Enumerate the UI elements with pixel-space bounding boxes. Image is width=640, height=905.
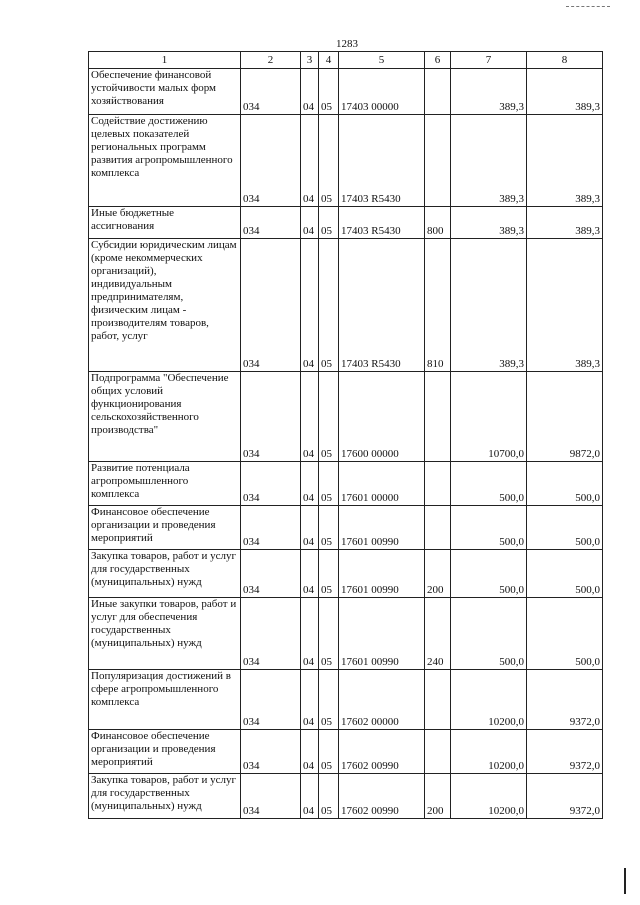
cell-section: 04 bbox=[301, 372, 319, 462]
header-col-7: 7 bbox=[451, 52, 527, 69]
scan-edge-mark bbox=[624, 868, 626, 894]
cell-target-article: 17602 00000 bbox=[339, 670, 425, 730]
cell-amount-col7: 500,0 bbox=[451, 462, 527, 506]
cell-section: 04 bbox=[301, 239, 319, 372]
header-col-4: 4 bbox=[319, 52, 339, 69]
header-col-3: 3 bbox=[301, 52, 319, 69]
cell-amount-col8: 500,0 bbox=[527, 506, 603, 550]
table-row bbox=[89, 239, 603, 372]
row-name: Субсидии юридическим лицам (кроме некоммерческих организаций), индивидуальным предпринимателям, физическим лицам - производителям товаров, работ, услуг bbox=[89, 239, 241, 372]
cell-target-article: 17601 00000 bbox=[339, 462, 425, 506]
cell-subsection: 05 bbox=[319, 207, 339, 239]
cell-target-article: 17601 00990 bbox=[339, 506, 425, 550]
header-col-1: 1 bbox=[89, 52, 241, 69]
cell-expense-type bbox=[425, 115, 451, 207]
cell-expense-type: 240 bbox=[425, 598, 451, 670]
cell-subsection: 05 bbox=[319, 598, 339, 670]
cell-amount-col7: 389,3 bbox=[451, 69, 527, 115]
cell-amount-col7: 10200,0 bbox=[451, 670, 527, 730]
header-col-5: 5 bbox=[339, 52, 425, 69]
cell-subsection: 05 bbox=[319, 730, 339, 774]
row-name: Подпрограмма "Обеспечение общих условий функционирования сельскохозяйственного производства" bbox=[89, 372, 241, 462]
cell-admin-code: 034 bbox=[241, 670, 301, 730]
cell-admin-code: 034 bbox=[241, 550, 301, 598]
corner-dash-mark bbox=[566, 6, 610, 7]
cell-subsection: 05 bbox=[319, 670, 339, 730]
cell-amount-col8: 500,0 bbox=[527, 550, 603, 598]
cell-amount-col8: 389,3 bbox=[527, 115, 603, 207]
table-row bbox=[89, 598, 603, 670]
cell-expense-type bbox=[425, 730, 451, 774]
cell-expense-type bbox=[425, 670, 451, 730]
cell-amount-col8: 9872,0 bbox=[527, 372, 603, 462]
cell-subsection: 05 bbox=[319, 115, 339, 207]
cell-expense-type bbox=[425, 69, 451, 115]
cell-expense-type: 200 bbox=[425, 550, 451, 598]
table-row bbox=[89, 207, 603, 239]
cell-target-article: 17403 R5430 bbox=[339, 207, 425, 239]
cell-subsection: 05 bbox=[319, 550, 339, 598]
table-row bbox=[89, 115, 603, 207]
table-row bbox=[89, 372, 603, 462]
cell-target-article: 17601 00990 bbox=[339, 550, 425, 598]
table-header-row bbox=[89, 52, 603, 69]
table-row bbox=[89, 550, 603, 598]
page-number: 1283 bbox=[336, 38, 358, 50]
cell-subsection: 05 bbox=[319, 506, 339, 550]
cell-expense-type bbox=[425, 462, 451, 506]
row-name: Закупка товаров, работ и услуг для государственных (муниципальных) нужд bbox=[89, 774, 241, 819]
cell-admin-code: 034 bbox=[241, 115, 301, 207]
cell-admin-code: 034 bbox=[241, 598, 301, 670]
cell-admin-code: 034 bbox=[241, 774, 301, 819]
cell-amount-col8: 500,0 bbox=[527, 462, 603, 506]
cell-expense-type: 810 bbox=[425, 239, 451, 372]
table-row bbox=[89, 730, 603, 774]
cell-admin-code: 034 bbox=[241, 207, 301, 239]
cell-amount-col8: 9372,0 bbox=[527, 730, 603, 774]
cell-target-article: 17600 00000 bbox=[339, 372, 425, 462]
cell-target-article: 17403 00000 bbox=[339, 69, 425, 115]
cell-expense-type bbox=[425, 372, 451, 462]
table-row bbox=[89, 462, 603, 506]
table-row bbox=[89, 69, 603, 115]
cell-target-article: 17602 00990 bbox=[339, 774, 425, 819]
budget-table bbox=[88, 51, 603, 819]
cell-amount-col7: 10700,0 bbox=[451, 372, 527, 462]
cell-amount-col8: 9372,0 bbox=[527, 774, 603, 819]
cell-amount-col7: 500,0 bbox=[451, 598, 527, 670]
cell-expense-type bbox=[425, 506, 451, 550]
cell-admin-code: 034 bbox=[241, 69, 301, 115]
cell-section: 04 bbox=[301, 730, 319, 774]
cell-section: 04 bbox=[301, 462, 319, 506]
cell-target-article: 17601 00990 bbox=[339, 598, 425, 670]
cell-amount-col8: 389,3 bbox=[527, 69, 603, 115]
cell-section: 04 bbox=[301, 774, 319, 819]
header-col-6: 6 bbox=[425, 52, 451, 69]
cell-amount-col7: 10200,0 bbox=[451, 730, 527, 774]
cell-amount-col8: 389,3 bbox=[527, 207, 603, 239]
row-name: Иные закупки товаров, работ и услуг для обеспечения государственных (муниципальных) нужд bbox=[89, 598, 241, 670]
cell-admin-code: 034 bbox=[241, 462, 301, 506]
cell-section: 04 bbox=[301, 598, 319, 670]
cell-section: 04 bbox=[301, 670, 319, 730]
cell-amount-col7: 389,3 bbox=[451, 207, 527, 239]
cell-amount-col8: 500,0 bbox=[527, 598, 603, 670]
cell-expense-type: 800 bbox=[425, 207, 451, 239]
cell-subsection: 05 bbox=[319, 372, 339, 462]
table-row bbox=[89, 670, 603, 730]
cell-admin-code: 034 bbox=[241, 239, 301, 372]
cell-section: 04 bbox=[301, 207, 319, 239]
cell-section: 04 bbox=[301, 115, 319, 207]
cell-amount-col7: 10200,0 bbox=[451, 774, 527, 819]
cell-amount-col7: 500,0 bbox=[451, 506, 527, 550]
cell-admin-code: 034 bbox=[241, 372, 301, 462]
table-row bbox=[89, 506, 603, 550]
cell-amount-col7: 500,0 bbox=[451, 550, 527, 598]
row-name: Закупка товаров, работ и услуг для государственных (муниципальных) нужд bbox=[89, 550, 241, 598]
cell-subsection: 05 bbox=[319, 69, 339, 115]
cell-target-article: 17403 R5430 bbox=[339, 239, 425, 372]
cell-amount-col7: 389,3 bbox=[451, 239, 527, 372]
cell-target-article: 17602 00990 bbox=[339, 730, 425, 774]
cell-expense-type: 200 bbox=[425, 774, 451, 819]
row-name: Финансовое обеспечение организации и проведения мероприятий bbox=[89, 506, 241, 550]
cell-amount-col8: 9372,0 bbox=[527, 670, 603, 730]
cell-section: 04 bbox=[301, 506, 319, 550]
row-name: Содействие достижению целевых показателей региональных программ развития агропромышленного комплекса bbox=[89, 115, 241, 207]
header-col-8: 8 bbox=[527, 52, 603, 69]
cell-admin-code: 034 bbox=[241, 506, 301, 550]
cell-subsection: 05 bbox=[319, 239, 339, 372]
cell-target-article: 17403 R5430 bbox=[339, 115, 425, 207]
table-row bbox=[89, 774, 603, 819]
header-col-2: 2 bbox=[241, 52, 301, 69]
cell-amount-col7: 389,3 bbox=[451, 115, 527, 207]
row-name: Развитие потенциала агропромышленного комплекса bbox=[89, 462, 241, 506]
row-name: Обеспечение финансовой устойчивости малых форм хозяйствования bbox=[89, 69, 241, 115]
cell-subsection: 05 bbox=[319, 774, 339, 819]
row-name: Популяризация достижений в сфере агропромышленного комплекса bbox=[89, 670, 241, 730]
cell-amount-col8: 389,3 bbox=[527, 239, 603, 372]
row-name: Финансовое обеспечение организации и проведения мероприятий bbox=[89, 730, 241, 774]
cell-section: 04 bbox=[301, 550, 319, 598]
cell-section: 04 bbox=[301, 69, 319, 115]
row-name: Иные бюджетные ассигнования bbox=[89, 207, 241, 239]
cell-admin-code: 034 bbox=[241, 730, 301, 774]
cell-subsection: 05 bbox=[319, 462, 339, 506]
